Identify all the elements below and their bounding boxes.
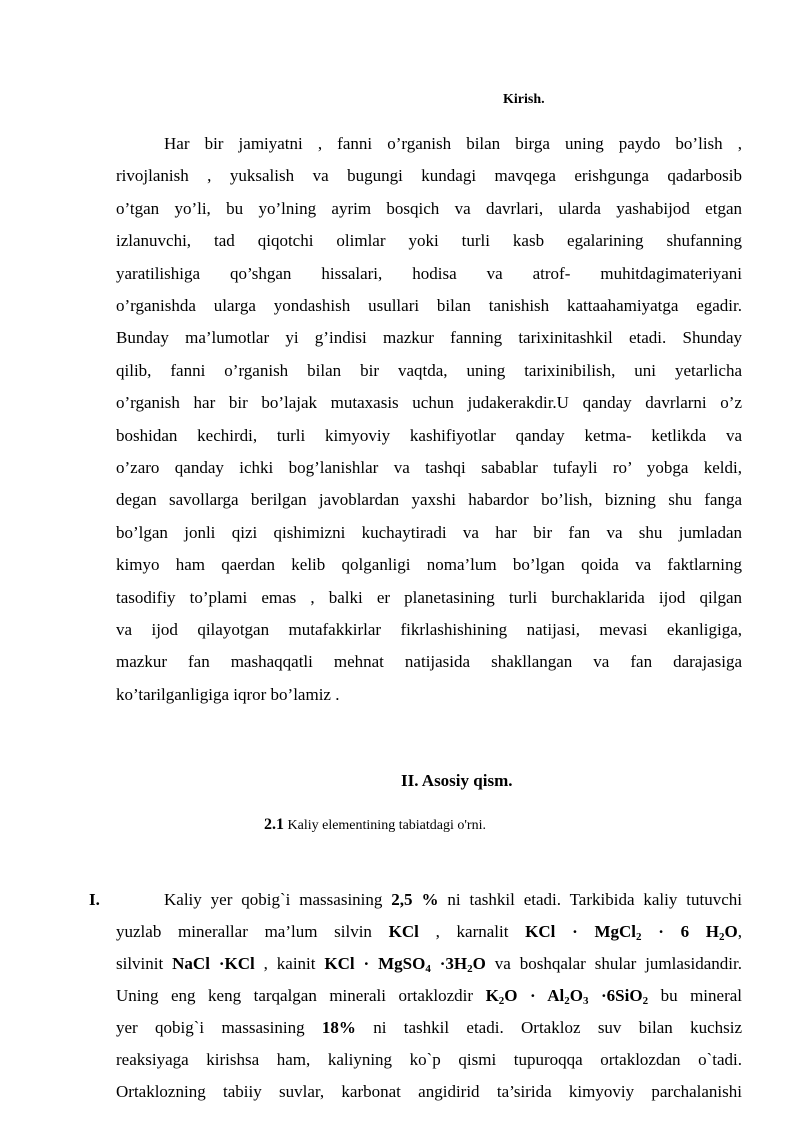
- subsection-number: 2.1: [264, 816, 284, 833]
- chemical-formula: $K_2O \cdot Al_2O_3 \cdot 6SiO_2$: [485, 986, 649, 1007]
- text-line: [116, 1018, 742, 1038]
- percentage-value: 2,5 %: [391, 890, 439, 909]
- text-line: [116, 954, 742, 974]
- text-line: qilib, fanni o’rganish bilan bir vaqtda, uning tarixinibilish, uni yetarlicha: [116, 361, 742, 380]
- subsection-title: Kaliy elementining tabiatdagi o'rni.: [287, 818, 486, 833]
- text-line: tasodifiy to’plami emas , balki er planetasining turli burchaklarida ijod qilgan: [116, 588, 742, 607]
- text-line: bo’lgan jonli qizi qishimizni kuchaytiradi va har bir fan va shu jumladan: [116, 523, 742, 542]
- text-line: boshidan kechirdi, turli kimyoviy kashifiyotlar qanday ketma- ketlikda va: [116, 426, 742, 445]
- text-line: rivojlanish , yuksalish va bugungi kundagi mavqega erishgunga qadarbosib: [116, 166, 742, 185]
- text-line: o’zaro qanday ichki bog’lanishlar va tashqi sabablar tufayli ro’ yobga keldi,: [116, 458, 742, 477]
- text-run: ,: [737, 922, 742, 941]
- text-line: o’tgan yo’li, bu yo’lning ayrim bosqich va davrlari, ularda yashabijod etgan: [116, 199, 742, 218]
- text-line: Bunday ma’lumotlar yi g’indisi mazkur fanning tarixinitashkil etadi. Shunday: [116, 328, 742, 347]
- text-line: yaratilishiga qo’shgan hissalari, hodisa va atrof- muhitdagimateriyani: [116, 264, 742, 283]
- text-line: Har bir jamiyatni , fanni o’rganish bilan birga uning paydo bo’lish ,: [164, 134, 742, 153]
- text-run: yer qobig`i massasining: [116, 1018, 322, 1037]
- chemical-formula: NaCl ·KCl: [172, 954, 255, 973]
- text-run: bu mineral: [648, 986, 742, 1005]
- text-run: , karnalit: [418, 922, 526, 941]
- percentage-value: 18%: [321, 1018, 356, 1037]
- text-run: ni tashkil etadi. Tarkibida kaliy tutuvchi: [438, 890, 742, 909]
- chemical-formula: KCl · MgSO$_4$ $\cdot 3H_2O$: [324, 954, 486, 975]
- text-run: silvinit: [116, 954, 173, 973]
- text-run: , kainit: [254, 954, 325, 973]
- text-line: kimyo ham qaerdan kelib qolganligi noma’lum bo’lgan qoida va faktlarning: [116, 555, 742, 574]
- text-line: o’rganish har bir bo’lajak mutaxasis uchun judakerakdir.U qanday davrlarni o’z: [116, 393, 742, 412]
- text-line: [116, 922, 742, 942]
- text-line: o’rganishda ularga yondashish usullari bilan tanishish kattaahamiyatga egadir.: [116, 296, 742, 315]
- chemical-formula: KCl · MgCl$_2$ · 6 $H_2O$: [525, 922, 738, 943]
- text-line: va ijod qilayotgan mutafakkirlar fikrlashishining natijasi, mevasi ekanligiga,: [116, 620, 742, 639]
- text-line: Ortaklozning tabiiy suvlar, karbonat angidirid ta’sirida kimyoviy parchalanishi: [116, 1082, 742, 1101]
- text-line: ko’tarilganligiga iqror bo’lamiz .: [116, 685, 340, 704]
- text-line: reaksiyaga kirishsa ham, kaliyning ko`p qismi tupuroqqa ortaklozdan o`tadi.: [116, 1050, 742, 1069]
- text-line: degan savollarga berilgan javoblardan yaxshi habardor bo’lish, bizning shu fanga: [116, 490, 742, 509]
- text-line: izlanuvchi, tad qiqotchi olimlar yoki turli kasb egalarining shufanning: [116, 231, 742, 250]
- text-run: yuzlab minerallar ma’lum silvin: [116, 922, 389, 941]
- intro-heading: Kirish.: [503, 92, 545, 107]
- chemical-formula: KCl: [388, 922, 419, 941]
- text-line: mazkur fan mashaqqatli mehnat natijasida shakllangan va fan darajasiga: [116, 652, 742, 671]
- text-run: va boshqalar shular jumlasidandir.: [485, 954, 742, 973]
- section-heading: II. Asosiy qism.: [401, 771, 513, 790]
- subsection-heading: [264, 816, 486, 834]
- text-line: [116, 986, 742, 1006]
- text-run: Kaliy yer qobig`i massasining: [164, 890, 392, 909]
- text-line: [164, 890, 742, 910]
- text-run: ni tashkil etadi. Ortakloz suv bilan kuchsiz: [355, 1018, 742, 1037]
- list-marker: I.: [89, 890, 100, 909]
- text-run: Uning eng keng tarqalgan minerali ortaklozdir: [116, 986, 486, 1005]
